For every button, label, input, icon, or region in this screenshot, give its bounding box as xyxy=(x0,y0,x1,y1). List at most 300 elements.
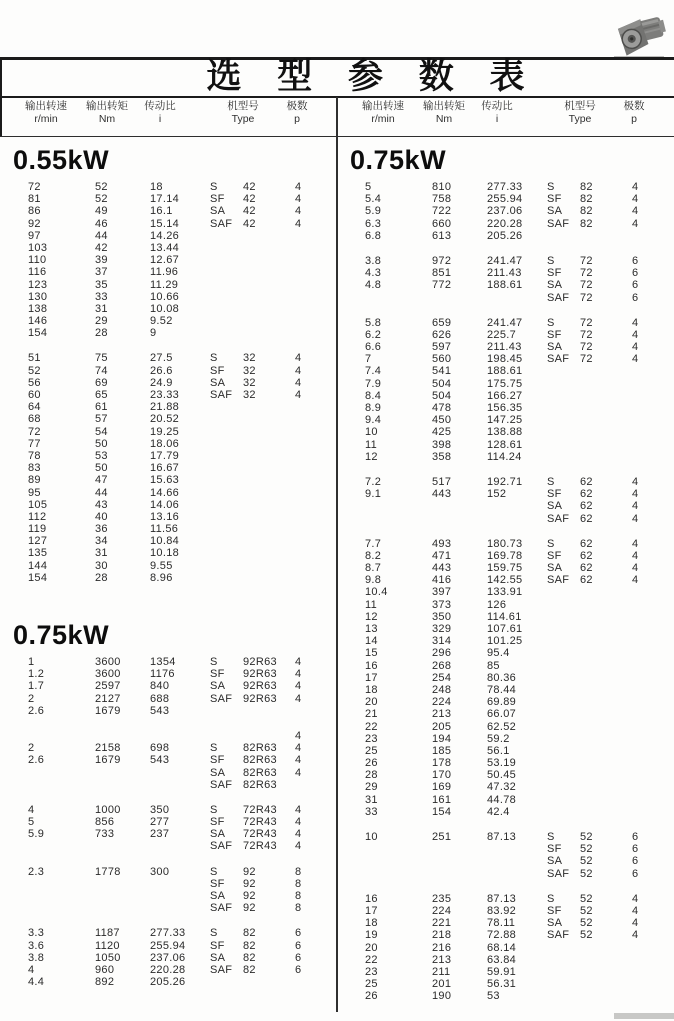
type-prefix-cell: SAF xyxy=(547,291,570,304)
torque-cell: 213 xyxy=(432,953,452,966)
speed-cell: 6.6 xyxy=(365,341,382,354)
type-prefix-cell xyxy=(547,757,580,769)
ratio-cell: 17.79 xyxy=(150,449,180,462)
type-prefix-cell: S xyxy=(547,181,555,193)
torque-cell: 3600 xyxy=(95,656,121,668)
table-row xyxy=(337,476,674,488)
speed-cell: 119 xyxy=(28,523,47,536)
table-row xyxy=(337,966,674,978)
torque-cell: 613 xyxy=(432,229,452,242)
poles-cell xyxy=(295,450,337,462)
poles-cell: 4 xyxy=(632,316,639,329)
ratio-cell: 9 xyxy=(150,327,157,340)
ratio-cell xyxy=(487,855,547,867)
table-row xyxy=(337,794,674,806)
table-row xyxy=(0,365,337,377)
table-row xyxy=(337,942,674,954)
torque-cell xyxy=(95,902,150,914)
type-size-cell xyxy=(243,487,295,499)
type-size-cell: 82 xyxy=(580,193,593,206)
torque-cell: 892 xyxy=(95,976,115,989)
poles-cell xyxy=(295,705,337,717)
poles-cell xyxy=(632,733,674,745)
speed-cell: 11 xyxy=(365,438,378,451)
poles-cell: 4 xyxy=(632,574,639,587)
speed-cell: 3.8 xyxy=(365,254,382,267)
ratio-cell: 15.14 xyxy=(150,217,180,230)
type-size-cell xyxy=(243,291,295,303)
header-model-type: 机型号 Type xyxy=(564,100,596,125)
poles-cell: 6 xyxy=(295,951,302,964)
table-row xyxy=(337,696,674,708)
table-row xyxy=(337,181,674,193)
poles-cell: 6 xyxy=(632,267,639,280)
type-size-cell: 82 xyxy=(580,217,593,230)
type-prefix-cell xyxy=(547,623,580,635)
speed-cell: 2.6 xyxy=(28,704,45,717)
poles-cell: 4 xyxy=(295,352,302,365)
type-prefix-cell xyxy=(547,733,580,745)
poles-cell xyxy=(295,254,337,266)
table-row xyxy=(0,279,337,291)
table-row xyxy=(337,279,674,291)
ratio-cell: 16.67 xyxy=(150,462,180,475)
type-size-cell xyxy=(243,426,295,438)
speed-cell: 14 xyxy=(365,635,378,648)
table-row xyxy=(0,754,337,766)
type-size-cell xyxy=(243,572,295,584)
speed-cell: 16 xyxy=(365,892,378,905)
row-block xyxy=(337,893,674,1003)
type-size-cell xyxy=(580,365,632,377)
row-block xyxy=(0,656,337,717)
table-row xyxy=(0,523,337,535)
ratio-cell: 180.73 xyxy=(487,537,523,550)
torque-cell: 254 xyxy=(432,671,452,684)
type-prefix-cell: SA xyxy=(210,828,226,841)
type-size-cell: 72 xyxy=(580,254,593,267)
poles-cell xyxy=(632,414,674,426)
type-prefix-cell: SF xyxy=(210,364,225,377)
speed-cell: 112 xyxy=(28,510,47,523)
torque-cell: 224 xyxy=(432,904,452,917)
poles-cell xyxy=(295,560,337,572)
ratio-cell: 68.14 xyxy=(487,941,517,954)
torque-cell: 33 xyxy=(95,290,108,303)
ratio-cell: 1354 xyxy=(150,656,176,668)
table-row xyxy=(337,672,674,684)
type-size-cell xyxy=(580,794,632,806)
ratio-cell: 23.33 xyxy=(150,389,180,401)
type-prefix-cell: SF xyxy=(547,904,562,917)
type-prefix-cell: SAF xyxy=(547,574,570,587)
torque-cell: 660 xyxy=(432,217,452,230)
poles-cell: 6 xyxy=(632,279,639,292)
type-prefix-cell xyxy=(210,438,243,450)
type-size-cell xyxy=(580,806,632,818)
table-row xyxy=(0,413,337,425)
table-row xyxy=(0,352,337,364)
speed-cell: 12 xyxy=(365,610,378,623)
speed-cell: 5.4 xyxy=(365,193,382,206)
type-size-cell: 72R43 xyxy=(243,816,277,829)
speed-cell xyxy=(365,500,432,512)
poles-cell: 4 xyxy=(632,562,639,575)
page-title: 选 型 参 数 表 xyxy=(206,57,538,96)
torque-cell: 425 xyxy=(432,426,452,439)
power-section-heading: 0.75kW xyxy=(13,620,110,650)
ratio-cell: 17.14 xyxy=(150,193,180,206)
speed-cell: 33 xyxy=(365,805,378,818)
table-row xyxy=(337,439,674,451)
type-size-cell xyxy=(243,254,295,266)
type-size-cell xyxy=(580,451,632,463)
table-row xyxy=(0,705,337,717)
speed-cell xyxy=(28,890,95,902)
poles-cell xyxy=(632,611,674,623)
speed-cell: 144 xyxy=(28,559,48,572)
type-size-cell xyxy=(243,438,295,450)
speed-cell: 105 xyxy=(28,498,48,511)
table-row xyxy=(337,990,674,1002)
type-size-cell xyxy=(580,954,632,966)
table-row xyxy=(337,292,674,304)
speed-cell: 81 xyxy=(28,193,41,206)
table-row xyxy=(337,708,674,720)
torque-cell: 218 xyxy=(432,929,452,942)
table-row xyxy=(337,831,674,843)
ratio-cell xyxy=(487,513,547,525)
table-row xyxy=(0,680,337,692)
ratio-cell: 13.16 xyxy=(150,510,180,523)
poles-cell: 6 xyxy=(632,831,639,843)
torque-cell: 52 xyxy=(95,193,108,206)
type-prefix-cell xyxy=(547,769,580,781)
table-row xyxy=(337,230,674,242)
table-row xyxy=(0,866,337,878)
speed-cell: 51 xyxy=(28,352,41,365)
torque-cell: 314 xyxy=(432,635,452,648)
type-size-cell: 92 xyxy=(243,902,256,915)
torque-cell: 69 xyxy=(95,376,108,389)
type-prefix-cell xyxy=(547,402,580,414)
type-prefix-cell: SAF xyxy=(210,963,233,976)
poles-cell: 4 xyxy=(295,205,302,218)
type-prefix-cell: S xyxy=(547,537,555,550)
speed-cell: 86 xyxy=(28,205,41,218)
table-row xyxy=(0,656,337,668)
speed-cell xyxy=(28,902,95,914)
torque-cell: 493 xyxy=(432,537,452,550)
ratio-cell xyxy=(487,292,547,304)
type-prefix-cell: SA xyxy=(547,205,563,218)
type-size-cell xyxy=(580,672,632,684)
ratio-cell: 688 xyxy=(150,692,170,705)
torque-cell xyxy=(432,855,487,867)
type-prefix-cell xyxy=(210,560,243,572)
ratio-cell: 237 xyxy=(150,828,170,841)
speed-cell xyxy=(28,767,95,779)
type-size-cell: 72R43 xyxy=(243,840,277,853)
poles-cell: 4 xyxy=(632,929,639,942)
type-prefix-cell xyxy=(210,511,243,523)
table-row xyxy=(0,779,337,791)
type-size-cell: 92R63 xyxy=(243,692,277,705)
poles-cell xyxy=(295,315,337,327)
table-row xyxy=(337,365,674,377)
type-prefix-cell: SF xyxy=(547,328,562,341)
poles-cell: 4 xyxy=(632,181,639,193)
poles-cell xyxy=(295,426,337,438)
torque-cell: 75 xyxy=(95,352,108,365)
table-row xyxy=(0,218,337,230)
speed-cell: 1.7 xyxy=(28,680,45,693)
ratio-cell: 101.25 xyxy=(487,635,523,648)
type-prefix-cell: SA xyxy=(547,279,563,292)
ratio-cell: 80.36 xyxy=(487,671,517,684)
poles-cell xyxy=(295,327,337,339)
speed-cell: 3.8 xyxy=(28,951,45,964)
poles-cell: 4 xyxy=(295,364,302,377)
ratio-cell: 277 xyxy=(150,816,170,829)
type-prefix-cell xyxy=(210,279,243,291)
header-output-torque: 输出转矩 Nm xyxy=(86,100,128,125)
table-row xyxy=(337,267,674,279)
speed-cell: 20 xyxy=(365,696,378,709)
type-prefix-cell xyxy=(547,794,580,806)
torque-cell: 722 xyxy=(432,205,452,218)
poles-cell: 4 xyxy=(295,840,302,853)
poles-cell xyxy=(295,291,337,303)
poles-cell xyxy=(295,279,337,291)
speed-cell: 77 xyxy=(28,437,41,450)
torque-cell: 851 xyxy=(432,267,452,280)
type-prefix-cell xyxy=(547,721,580,733)
ratio-cell: 241.47 xyxy=(487,316,523,329)
speed-cell: 5 xyxy=(28,816,35,829)
ratio-cell: 11.29 xyxy=(150,278,179,291)
type-size-cell: 62 xyxy=(580,488,593,501)
type-size-cell xyxy=(580,769,632,781)
type-size-cell: 72 xyxy=(580,267,593,280)
poles-cell: 4 xyxy=(295,193,302,206)
speed-cell: 26 xyxy=(365,757,378,770)
torque-cell: 659 xyxy=(432,316,452,329)
type-prefix-cell xyxy=(547,647,580,659)
torque-cell: 471 xyxy=(432,549,452,562)
speed-cell: 78 xyxy=(28,449,41,462)
type-size-cell: 62 xyxy=(580,500,593,513)
torque-cell: 46 xyxy=(95,217,108,230)
type-size-cell xyxy=(580,586,632,598)
table-row xyxy=(337,745,674,757)
type-prefix-cell xyxy=(547,954,580,966)
type-prefix-cell xyxy=(547,745,580,757)
type-size-cell xyxy=(243,401,295,413)
poles-cell: 6 xyxy=(295,939,302,952)
table-row xyxy=(337,513,674,525)
ratio-cell: 95.4 xyxy=(487,647,510,660)
type-size-cell: 52 xyxy=(580,892,593,905)
speed-cell: 11 xyxy=(365,598,378,611)
type-prefix-cell xyxy=(547,684,580,696)
poles-cell xyxy=(632,978,674,990)
type-prefix-cell xyxy=(210,730,243,742)
power-section-heading: 0.75kW xyxy=(350,145,447,175)
torque-cell: 213 xyxy=(432,708,452,721)
poles-cell xyxy=(632,769,674,781)
row-block xyxy=(0,352,337,584)
torque-cell xyxy=(95,779,150,791)
ratio-cell: 42.4 xyxy=(487,805,510,818)
type-size-cell: 92 xyxy=(243,890,256,902)
table-row xyxy=(0,499,337,511)
torque-cell: 560 xyxy=(432,353,452,366)
type-prefix-cell: S xyxy=(210,742,218,755)
torque-cell xyxy=(432,500,487,512)
torque-cell: 960 xyxy=(95,963,115,976)
row-block xyxy=(337,181,674,242)
torque-cell: 65 xyxy=(95,389,108,401)
type-size-cell xyxy=(243,499,295,511)
ratio-cell: 9.55 xyxy=(150,559,173,572)
torque-cell xyxy=(432,843,487,855)
poles-cell: 6 xyxy=(295,927,302,940)
speed-cell: 1 xyxy=(28,656,35,668)
ratio-cell: 241.47 xyxy=(487,254,523,267)
speed-cell: 97 xyxy=(28,229,41,242)
type-size-cell xyxy=(243,474,295,486)
torque-cell: 358 xyxy=(432,450,452,463)
speed-cell: 13 xyxy=(365,623,378,635)
torque-cell: 44 xyxy=(95,486,108,499)
speed-cell: 127 xyxy=(28,535,48,548)
ratio-cell: 26.6 xyxy=(150,364,173,377)
type-size-cell xyxy=(243,327,295,339)
table-row xyxy=(0,927,337,939)
type-size-cell: 52 xyxy=(580,843,593,856)
torque-cell: 1000 xyxy=(95,803,121,816)
type-prefix-cell xyxy=(210,266,243,278)
table-row xyxy=(0,474,337,486)
table-row xyxy=(337,855,674,867)
table-row xyxy=(337,733,674,745)
ratio-cell: 188.61 xyxy=(487,279,523,292)
speed-cell: 17 xyxy=(365,904,378,917)
torque-cell: 450 xyxy=(432,414,452,427)
table-row xyxy=(337,843,674,855)
torque-cell: 1679 xyxy=(95,704,121,717)
poles-cell xyxy=(295,474,337,486)
torque-cell: 42 xyxy=(95,241,108,254)
type-size-cell: 82 xyxy=(580,205,593,218)
poles-cell: 4 xyxy=(295,692,302,705)
table-row xyxy=(0,401,337,413)
poles-cell: 4 xyxy=(295,181,302,193)
type-size-cell xyxy=(580,426,632,438)
speed-cell: 9.1 xyxy=(365,488,382,501)
ratio-cell: 114.24 xyxy=(487,450,522,463)
torque-cell: 329 xyxy=(432,623,452,635)
type-prefix-cell: SA xyxy=(547,562,563,575)
ratio-cell: 87.13 xyxy=(487,892,517,905)
type-size-cell: 72 xyxy=(580,291,593,304)
speed-cell xyxy=(365,855,432,867)
speed-cell: 8.2 xyxy=(365,549,382,562)
torque-cell: 350 xyxy=(432,610,452,623)
torque-cell: 2127 xyxy=(95,692,121,705)
type-prefix-cell: SF xyxy=(210,877,225,890)
speed-cell: 18 xyxy=(365,917,378,930)
type-prefix-cell: S xyxy=(210,865,218,878)
torque-cell: 373 xyxy=(432,598,452,611)
table-row xyxy=(0,668,337,680)
torque-cell: 504 xyxy=(432,377,452,390)
header-poles: 极数 p xyxy=(623,100,645,125)
poles-cell xyxy=(632,806,674,818)
ratio-cell: 175.75 xyxy=(487,377,523,390)
type-prefix-cell xyxy=(547,990,580,1002)
poles-cell: 6 xyxy=(632,855,639,868)
torque-cell: 44 xyxy=(95,229,108,242)
poles-cell xyxy=(295,779,337,791)
type-prefix-cell xyxy=(210,242,243,254)
type-size-cell xyxy=(580,599,632,611)
table-row xyxy=(0,816,337,828)
poles-cell xyxy=(295,499,337,511)
torque-cell: 211 xyxy=(432,965,451,978)
ratio-cell: 24.9 xyxy=(150,376,173,389)
table-row xyxy=(0,511,337,523)
table-row xyxy=(0,730,337,742)
ratio-cell: 66.07 xyxy=(487,708,517,721)
type-size-cell: 32 xyxy=(243,389,256,401)
type-size-cell xyxy=(580,439,632,451)
poles-cell: 4 xyxy=(632,328,639,341)
speed-cell: 5.8 xyxy=(365,316,382,329)
speed-cell: 4 xyxy=(28,803,35,816)
type-prefix-cell: SAF xyxy=(210,840,233,853)
ratio-cell: 166.27 xyxy=(487,389,523,402)
poles-cell xyxy=(632,794,674,806)
speed-cell: 4.3 xyxy=(365,267,382,280)
ratio-cell: 69.89 xyxy=(487,696,517,709)
ratio-cell: 128.61 xyxy=(487,438,523,451)
type-size-cell xyxy=(243,413,295,425)
type-size-cell: 82 xyxy=(243,951,256,964)
ratio-cell: 59.2 xyxy=(487,732,510,745)
poles-cell: 4 xyxy=(295,828,302,841)
speed-cell: 7.4 xyxy=(365,365,382,378)
type-prefix-cell: S xyxy=(547,475,555,488)
speed-cell: 7.9 xyxy=(365,377,382,390)
type-size-cell: 42 xyxy=(243,205,256,218)
poles-cell: 4 xyxy=(632,341,639,354)
torque-cell: 57 xyxy=(95,413,108,426)
row-block xyxy=(0,804,337,853)
type-prefix-cell xyxy=(547,451,580,463)
ratio-cell: 107.61 xyxy=(487,623,523,635)
type-size-cell xyxy=(243,242,295,254)
speed-cell xyxy=(365,868,432,880)
type-size-cell xyxy=(580,696,632,708)
header-output-speed: 输出转速 r/min xyxy=(362,100,404,125)
torque-cell: 49 xyxy=(95,205,108,218)
ratio-cell: 543 xyxy=(150,754,170,767)
speed-cell: 4.8 xyxy=(365,279,382,292)
type-size-cell: 52 xyxy=(580,867,593,880)
ratio-cell: 225.7 xyxy=(487,328,517,341)
